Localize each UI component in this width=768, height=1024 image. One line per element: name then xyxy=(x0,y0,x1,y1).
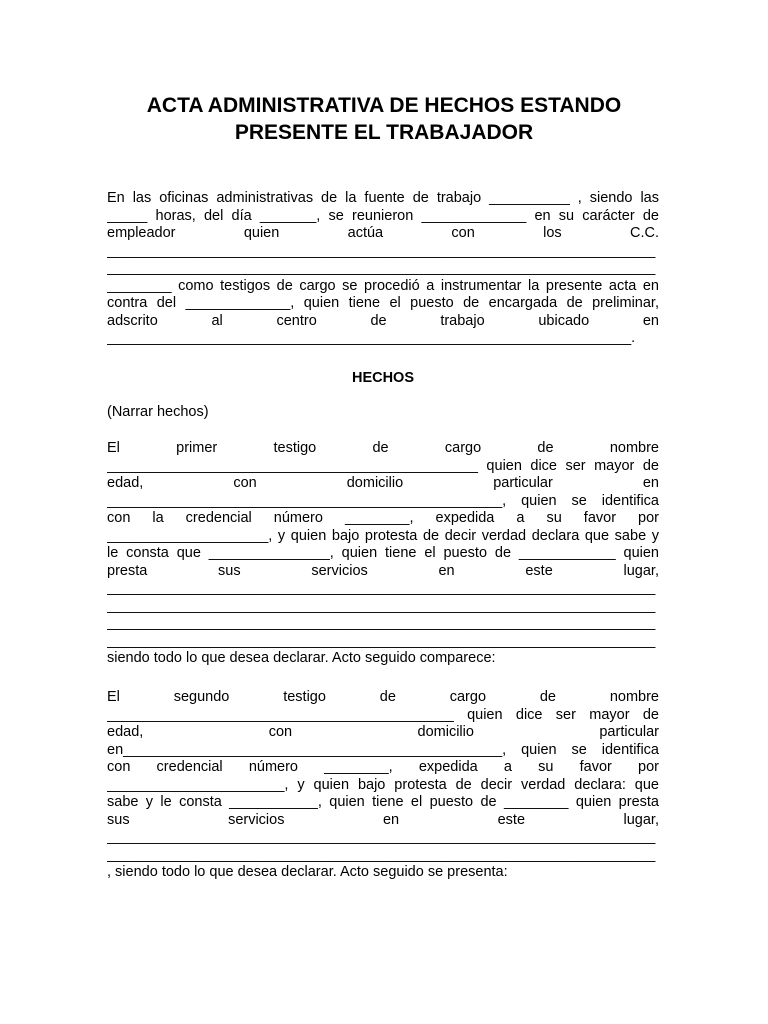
text-line: adscrito al centro de trabajo ubicado en xyxy=(107,312,659,329)
witness-one-paragraph xyxy=(107,440,659,668)
text-line: ____________________________________________________________________ xyxy=(107,846,656,863)
text-line: _________________________________________________________________. xyxy=(107,330,636,346)
witness-two-paragraph xyxy=(107,689,659,882)
text-line: ____________________________________________________________________ xyxy=(107,615,656,631)
text-line: edad, con domicilio particular en xyxy=(107,475,659,491)
text-line: _____ horas, del día _______, se reunieron _____________ en su carácter de xyxy=(107,207,659,224)
title-line: ACTA ADMINISTRATIVA DE HECHOS ESTANDO xyxy=(146,94,622,117)
text-line: El primer testigo de cargo de nombre xyxy=(107,440,659,456)
text-line: ____________________________________________________________________ xyxy=(107,260,656,276)
intro-paragraph xyxy=(107,190,659,348)
section-heading: HECHOS xyxy=(351,370,415,386)
text-line: sus servicios en este lugar, xyxy=(107,811,659,828)
narrate-note xyxy=(107,404,659,422)
text-line: siendo todo lo que desea declarar. Acto seguido comparece: xyxy=(107,650,496,666)
text-line: le consta que _______________, quien tiene el puesto de ____________ quien xyxy=(107,545,659,561)
text-line: El segundo testigo de cargo de nombre xyxy=(107,689,659,705)
text-line: empleador quien actúa con los C.C. xyxy=(107,225,659,241)
text-line: , siendo todo lo que desea declarar. Acto seguido se presenta: xyxy=(107,864,508,880)
text-line: con credencial número ________, expedida a su favor por xyxy=(107,759,659,775)
text-line: sabe y le consta ___________, quien tiene el puesto de ________ quien presta xyxy=(107,794,659,810)
text-line: ___________________________________________ quien dice ser mayor de xyxy=(107,706,659,723)
document-title xyxy=(100,92,668,146)
text-line: contra del _____________, quien tiene el puesto de encargada de preliminar, xyxy=(107,295,659,311)
text-line: con la credencial número ________, expedida a su favor por xyxy=(107,510,659,526)
text-line: ______________________________________________ quien dice ser mayor de xyxy=(107,457,659,474)
text-line: _________________________________________________, quien se identifica xyxy=(107,492,659,509)
title-line: PRESENTE EL TRABAJADOR xyxy=(234,121,534,144)
text-line: ____________________________________________________________________ xyxy=(107,597,656,614)
text-line: ____________________________________________________________________ xyxy=(107,242,656,259)
text-line: ______________________, y quien bajo protesta de decir verdad declara: que xyxy=(107,776,659,793)
text-line: en_______________________________________________, quien se identifica xyxy=(107,741,659,758)
text-line: ________ como testigos de cargo se procedió a instrumentar la presente acta en xyxy=(107,277,659,294)
text-line: ____________________________________________________________________ xyxy=(107,829,656,845)
text-line: ____________________________________________________________________ xyxy=(107,632,656,649)
text-line: (Narrar hechos) xyxy=(107,404,209,420)
text-line: ____________________, y quien bajo protesta de decir verdad declara que sabe y xyxy=(107,527,659,544)
text-line: ____________________________________________________________________ xyxy=(107,580,656,596)
text-line: En las oficinas administrativas de la fuente de trabajo __________ , siendo las xyxy=(107,190,659,206)
text-line: presta sus servicios en este lugar, xyxy=(107,562,659,579)
text-line: edad, con domicilio particular xyxy=(107,724,659,740)
